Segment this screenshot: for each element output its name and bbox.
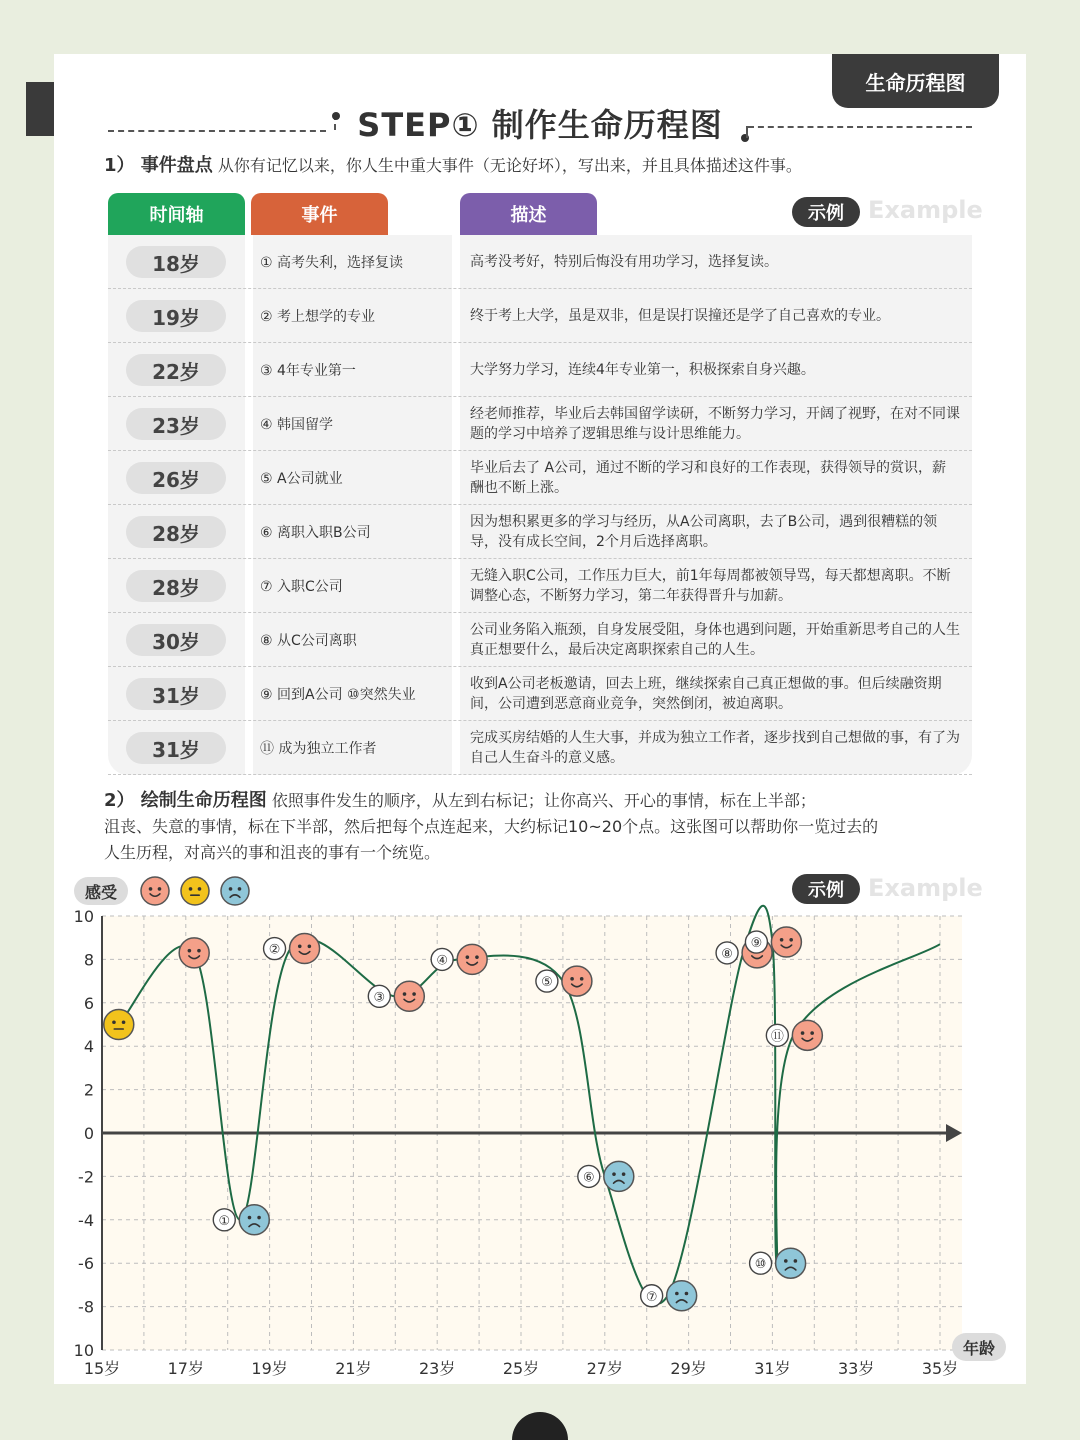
data-point-sad-face-icon — [776, 1248, 806, 1278]
legend-label-feeling: 感受 — [74, 877, 128, 905]
legend-sad-face-icon — [221, 877, 249, 905]
legend-neutral-face-icon — [181, 877, 209, 905]
data-point-happy-face-icon-eye — [197, 949, 201, 953]
data-point-label: ⑧ — [721, 946, 733, 962]
data-point-happy-face-icon-eye — [810, 1031, 814, 1035]
row-age: 22岁 — [126, 354, 226, 386]
legend-neutral-face-icon-eye — [198, 887, 202, 891]
y-tick-label: 10 — [73, 1341, 94, 1360]
data-point-sad-face-icon — [604, 1161, 634, 1191]
column-header-time: 时间轴 — [108, 193, 245, 235]
data-point-happy-face-icon — [290, 934, 320, 964]
row-event: ⑪ 成为独立工作者 — [260, 741, 377, 757]
y-tick-label: 6 — [83, 993, 94, 1013]
data-point-happy-face-icon — [457, 944, 487, 974]
y-tick-label: -2 — [78, 1167, 94, 1187]
x-tick-label: 33岁 — [838, 1359, 875, 1378]
corner-tab: 生命历程图 — [832, 54, 999, 108]
y-tick-label: 8 — [83, 950, 94, 970]
data-point-label: ⑦ — [645, 1289, 658, 1305]
legend-happy-face-icon-eye — [158, 887, 162, 891]
example-badge-chart: 示例 — [792, 874, 860, 904]
data-point-happy-face-icon-eye — [412, 992, 416, 996]
row-description: 因为想积累更多的学习与经历，从A公司离职，去了B公司，遇到很糟糕的领导，没有成长空间，2个月后选择离职。 — [470, 514, 938, 550]
row-event: ② 考上想学的专业 — [260, 309, 376, 325]
row-description: 公司业务陷入瓶颈，自身发展受阻，身体也遇到问题，开始重新思考自己的人生真正想要什么，最后决定离职探索自己的人生。 — [470, 622, 960, 658]
column-header-event: 事件 — [251, 193, 388, 235]
x-tick-label: 23岁 — [419, 1359, 456, 1378]
row-event: ③ 4年专业第一 — [260, 363, 356, 379]
x-tick-label: 35岁 — [921, 1359, 959, 1378]
data-point-happy-face-icon — [771, 927, 801, 957]
x-tick-label: 31岁 — [754, 1359, 791, 1378]
data-point-neutral-face-icon-eye — [112, 1020, 116, 1024]
row-age: 19岁 — [126, 300, 226, 332]
row-event: ⑨ 回到A公司 ⑩突然失业 — [260, 687, 416, 703]
data-point-sad-face-icon-eye — [257, 1216, 261, 1220]
legend-happy-face-icon — [141, 877, 169, 905]
row-event: ⑦ 入职C公司 — [260, 579, 343, 595]
data-point-happy-face-icon-eye — [403, 992, 407, 996]
row-event: ④ 韩国留学 — [260, 417, 334, 433]
data-point-sad-face-icon-eye — [784, 1259, 788, 1263]
data-point-label: ① — [218, 1213, 231, 1229]
data-point-sad-face-icon — [667, 1281, 697, 1311]
column-header-desc: 描述 — [460, 193, 597, 235]
row-age: 23岁 — [126, 408, 226, 440]
example-badge: 示例 — [792, 197, 860, 227]
section2-line2: 沮丧、失意的事情，标在下半部，然后把每个点连起来，大约标记10~20个点。这张图可以帮助你一览过去的 — [104, 817, 879, 836]
data-point-happy-face-icon-eye — [570, 977, 574, 981]
y-tick-label: 4 — [83, 1037, 94, 1057]
data-point-happy-face-icon-eye — [789, 938, 793, 942]
data-point-happy-face-icon-eye — [780, 938, 784, 942]
data-point-sad-face-icon-eye — [248, 1216, 252, 1220]
data-point-happy-face-icon — [179, 938, 209, 968]
data-point-happy-face-icon-eye — [298, 945, 302, 949]
legend-sad-face-icon-eye — [229, 887, 233, 891]
row-description: 收到A公司老板邀请，回去上班，继续探索自己真正想做的事。但后续融资期间，公司遭到恶意商业竞争，突然倒闭，被迫离职。 — [470, 676, 942, 712]
data-point-sad-face-icon-eye — [612, 1172, 616, 1176]
row-age: 28岁 — [126, 516, 226, 548]
row-description: 经老师推荐，毕业后去韩国留学读研，不断努力学习，开阔了视野，在对不同课题的学习中培养了逻辑思维与设计思维能力。 — [470, 406, 960, 442]
y-tick-label: -6 — [78, 1254, 94, 1274]
y-tick-label: 0 — [83, 1124, 94, 1143]
data-point-neutral-face-icon — [104, 1010, 134, 1040]
data-point-happy-face-icon — [562, 966, 592, 996]
row-age: 28岁 — [126, 570, 226, 602]
row-event: ⑤ A公司就业 — [260, 471, 343, 487]
row-age: 31岁 — [126, 732, 226, 764]
x-axis-label: 年龄 — [952, 1333, 1006, 1361]
row-event: ⑥ 离职入职B公司 — [260, 525, 371, 541]
row-description: 完成买房结婚的人生大事，并成为独立工作者，逐步找到自己想做的事，有了为自己人生奋斗的意义感。 — [470, 730, 960, 766]
data-point-happy-face-icon-eye — [580, 977, 584, 981]
y-tick-label: -4 — [78, 1210, 94, 1230]
y-tick-label: 10 — [73, 907, 94, 926]
x-tick-label: 17岁 — [167, 1359, 204, 1378]
example-ghost-text-chart: Example — [868, 874, 983, 902]
x-tick-label: 25岁 — [502, 1359, 540, 1378]
section2-heading: 2） 绘制生命历程图 — [104, 790, 267, 811]
x-tick-label: 15岁 — [83, 1359, 121, 1378]
data-point-happy-face-icon — [792, 1020, 822, 1050]
row-description: 毕业后去了 A公司，通过不断的学习和良好的工作表现，获得领导的赏识，薪酬也不断上涨。 — [470, 460, 947, 496]
data-point-sad-face-icon-eye — [685, 1292, 689, 1296]
row-event: ① 高考失利，选择复读 — [260, 255, 404, 271]
data-point-happy-face-icon-eye — [466, 955, 470, 959]
data-point-label: ④ — [436, 953, 448, 969]
data-point-sad-face-icon-eye — [622, 1172, 626, 1176]
data-point-happy-face-icon-eye — [188, 949, 192, 953]
row-age: 31岁 — [126, 678, 226, 710]
x-tick-label: 27岁 — [586, 1359, 623, 1378]
data-point-label: ⑨ — [750, 936, 763, 952]
section2-line3: 人生历程，对高兴的事和沮丧的事有一个统览。 — [104, 843, 441, 862]
data-point-label: ⑤ — [541, 975, 553, 991]
row-age: 18岁 — [126, 246, 226, 278]
row-description: 终于考上大学，虽是双非，但是误打误撞还是学了自己喜欢的专业。 — [470, 308, 890, 324]
x-tick-label: 29岁 — [670, 1359, 707, 1378]
section1-text: 从你有记忆以来，你人生中重大事件（无论好坏），写出来，并且具体描述这件事。 — [217, 156, 802, 175]
data-point-happy-face-icon-eye — [801, 1031, 805, 1035]
row-age: 26岁 — [126, 462, 226, 494]
data-point-label: ⑩ — [754, 1257, 767, 1273]
legend-sad-face-icon-eye — [238, 887, 242, 891]
example-ghost-text: Example — [868, 196, 983, 224]
data-point-happy-face-icon — [394, 981, 424, 1011]
section2-line1: 依照事件发生的顺序，从左到右标记；让你高兴、开心的事情，标在上半部； — [271, 791, 816, 810]
y-tick-label: -8 — [78, 1297, 94, 1317]
data-point-label: ⑪ — [770, 1029, 784, 1045]
data-point-happy-face-icon-eye — [308, 945, 312, 949]
legend-neutral-face-icon-eye — [189, 887, 193, 891]
data-point-sad-face-icon-eye — [675, 1292, 679, 1296]
data-point-neutral-face-icon-eye — [122, 1020, 126, 1024]
row-description: 高考没考好，特别后悔没有用功学习，选择复读。 — [470, 254, 778, 270]
data-point-sad-face-icon-eye — [794, 1259, 798, 1263]
legend-happy-face-icon-eye — [149, 887, 153, 891]
row-age: 30岁 — [126, 624, 226, 656]
data-point-label: ② — [268, 942, 281, 958]
row-event: ⑧ 从C公司离职 — [260, 633, 357, 649]
data-point-sad-face-icon — [239, 1205, 269, 1235]
section1-heading: 1） 事件盘点 — [104, 155, 213, 176]
y-tick-label: 2 — [83, 1080, 94, 1100]
row-description: 无缝入职C公司，工作压力巨大，前1年每周都被领导骂，每天都想离职。不断调整心态，不断努力学习，第二年获得晋升与加薪。 — [470, 568, 951, 604]
row-description: 大学努力学习，连续4年专业第一，积极探索自身兴趣。 — [470, 362, 815, 378]
data-point-happy-face-icon-eye — [475, 955, 479, 959]
x-tick-label: 19岁 — [251, 1359, 288, 1378]
x-tick-label: 21岁 — [335, 1359, 372, 1378]
data-point-label: ⑥ — [582, 1170, 595, 1186]
page-title: STEP① 制作生命历程图 — [357, 106, 723, 144]
data-point-label: ③ — [373, 990, 386, 1006]
